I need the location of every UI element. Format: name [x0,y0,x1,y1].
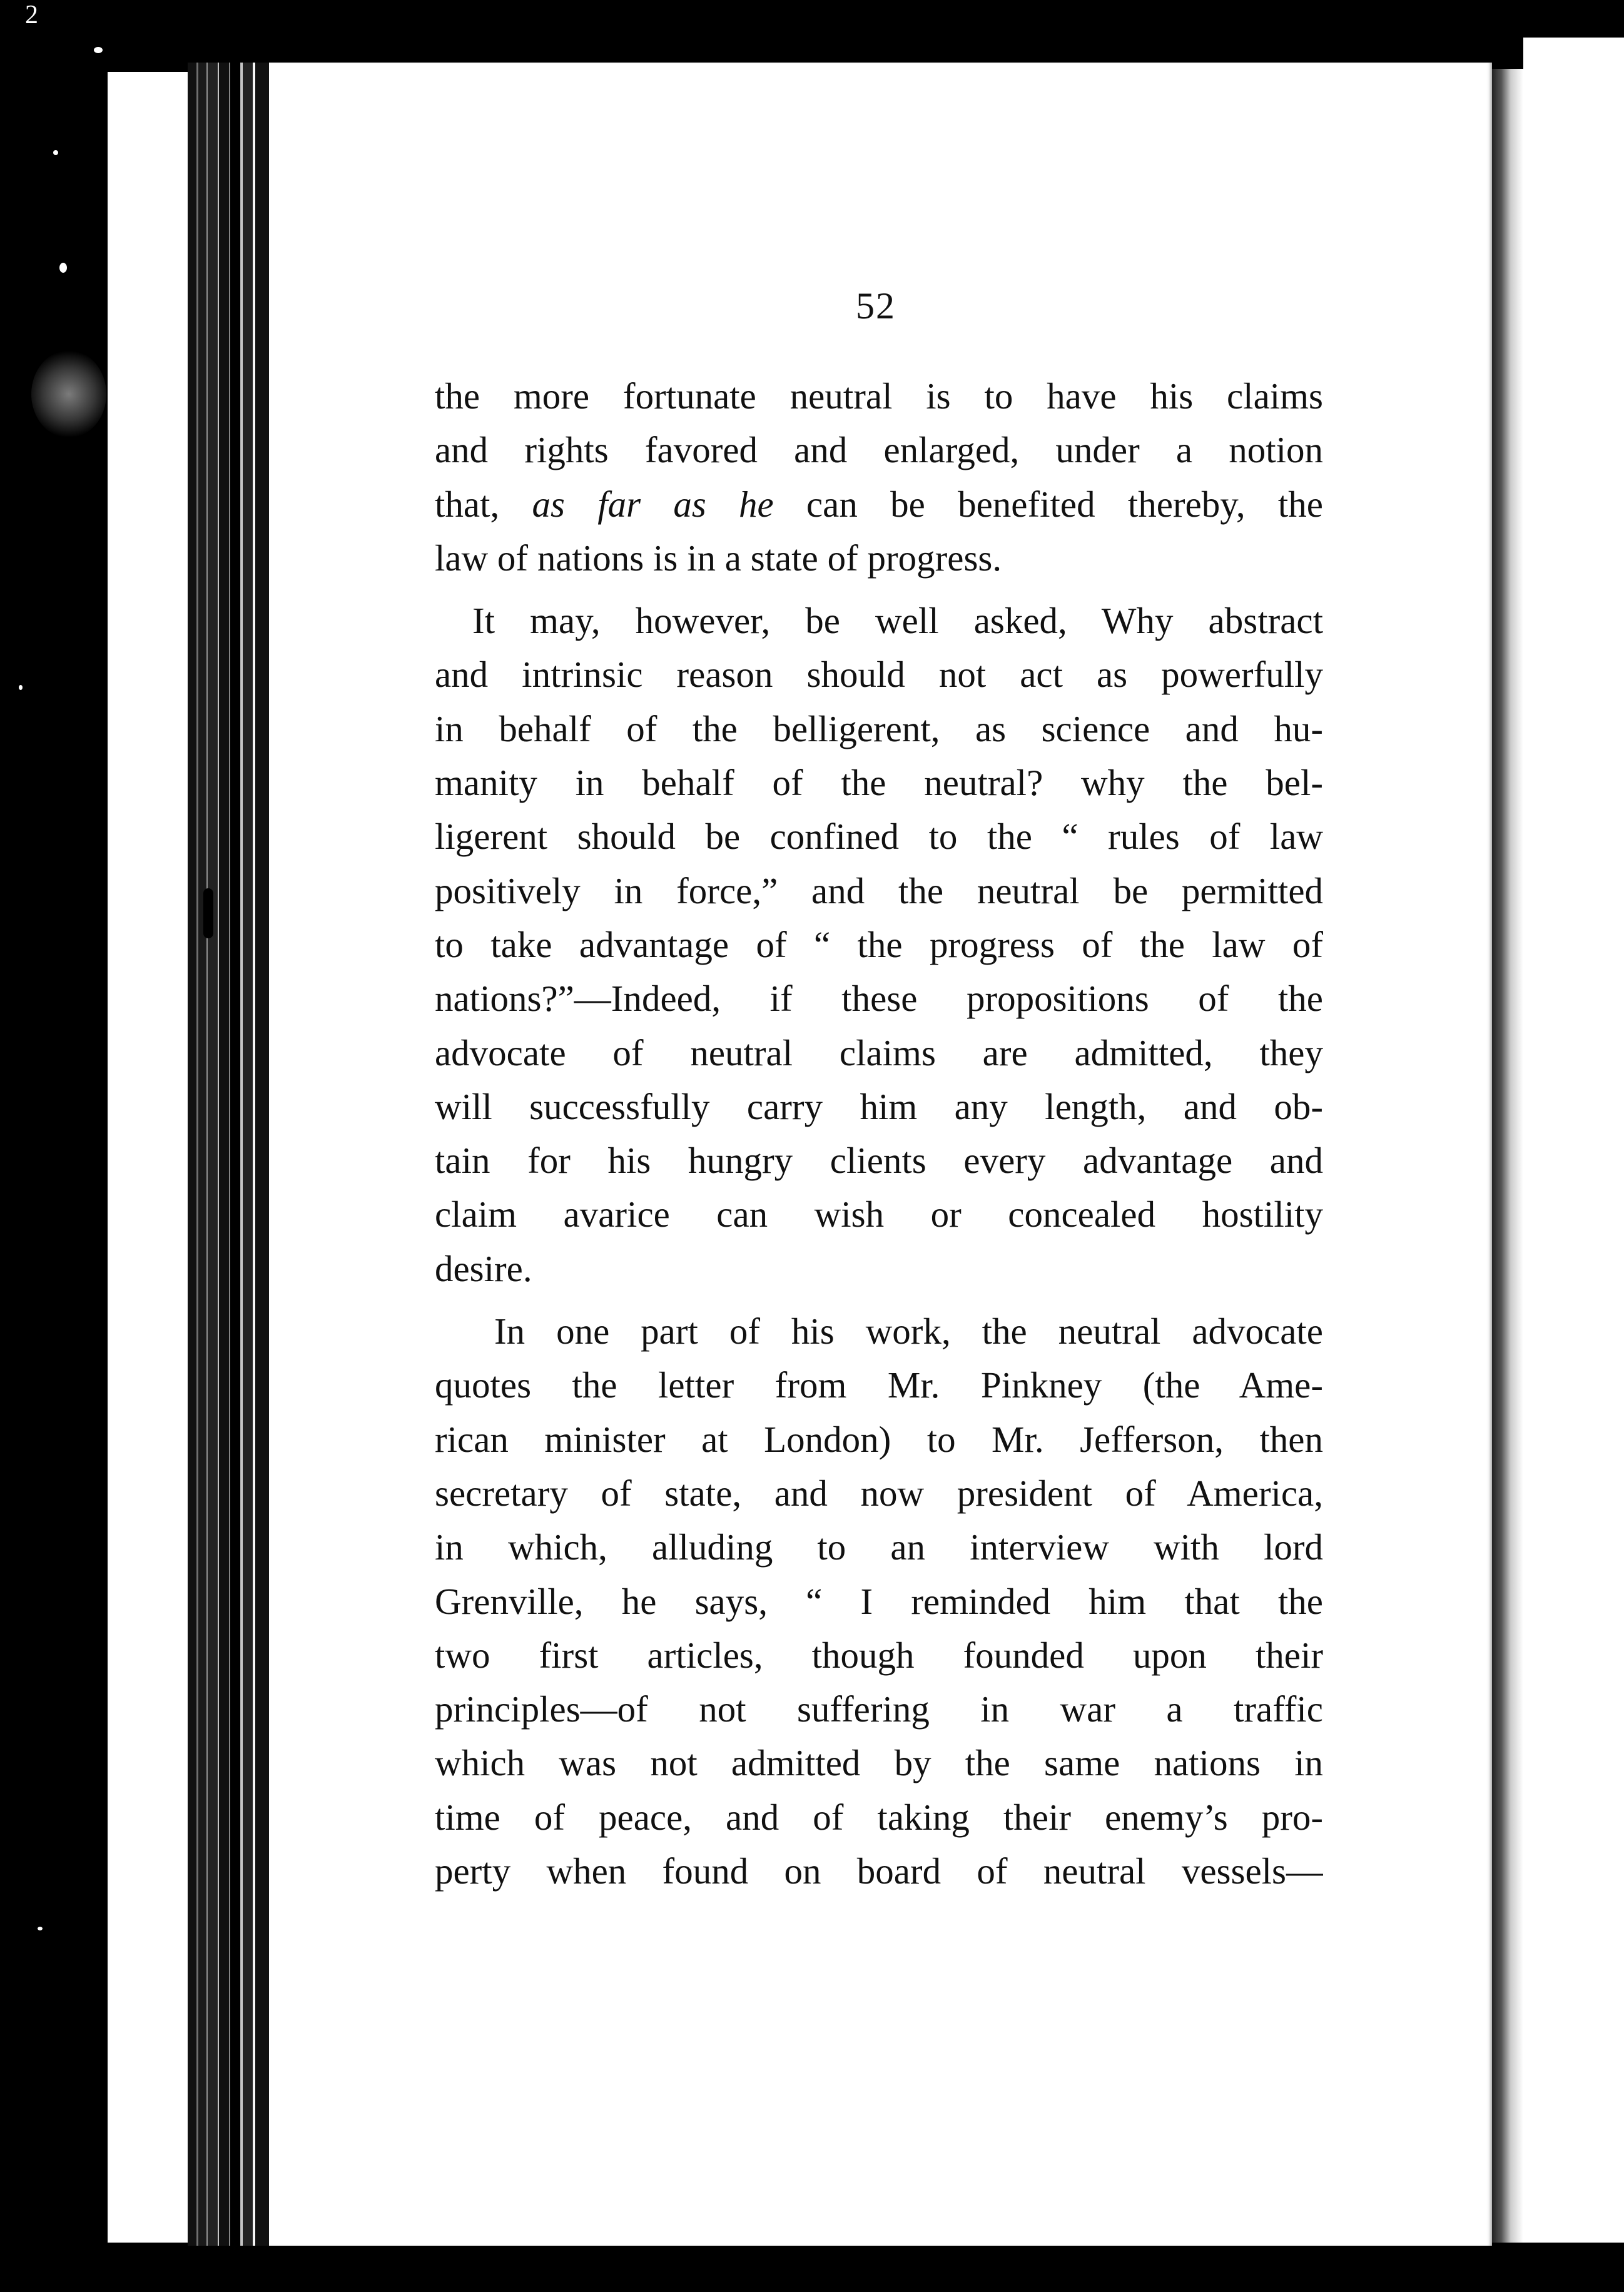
text-line: rican minister at London) to Mr. Jefferson, then [435,1418,1323,1460]
next-page-edge [1492,69,1523,2243]
text-line: desire. [435,1247,532,1289]
text-line: and rights favored and enlarged, under a notion [435,429,1323,471]
book-binding [188,63,269,2246]
margin-mark: 2 [25,1,38,29]
text-line: advocate of neutral claims are admitted, they [435,1032,1323,1073]
text-line: and intrinsic reason should not act as powerfully [435,654,1323,696]
text-line: in behalf of the belligerent, as science and hu- [435,707,1323,749]
text-line: the more fortunate neutral is to have his claims [435,375,1323,417]
paragraph-2 [435,594,1323,1296]
text-segment: can be benefited thereby, the [773,483,1323,525]
text-line: tain for his hungry clients every advantage and [435,1140,1323,1182]
text-line: secretary of state, and now president of America, [435,1472,1323,1514]
text-line: In one part of his work, the neutral advocate [494,1311,1323,1352]
speck [94,47,103,53]
text-line: manity in behalf of the neutral? why the bel- [435,762,1323,804]
scan-border-bottom-right [1495,2243,1624,2292]
paragraph-3 [435,1304,1323,1898]
previous-page-edge [108,72,188,2243]
text-line: which was not admitted by the same nations in [435,1742,1323,1784]
speck [53,150,58,155]
binding-mark [203,888,213,938]
text-line: positively in force,” and the neutral be permitted [435,870,1323,911]
speck [38,1927,43,1930]
text-line: It may, however, be well asked, Why abstract [472,600,1323,642]
paragraph-1 [435,369,1323,585]
text-line: principles—of not suffering in war a traffic [435,1688,1323,1730]
speck [19,685,23,690]
text-line: perty when found on board of neutral vessels— [435,1850,1323,1892]
text-line: to take advantage of “ the progress of the law of [435,923,1323,965]
text-line: nations?”—Indeed, if these propositions of the [435,978,1323,1020]
text-line: ligerent should be confined to the “ rules of law [435,816,1323,858]
speck [59,263,67,273]
text-line: claim avarice can wish or concealed hostility [435,1194,1323,1235]
text-line [435,477,1323,531]
scan-blur-spot [31,350,106,438]
page-text [435,369,1323,1898]
text-line: Grenville, he says, “ I reminded him that the [435,1580,1323,1622]
italic-phrase: as far as he [532,483,774,525]
page-number: 52 [856,285,896,327]
text-line: time of peace, and of taking their enemy’s pro- [435,1796,1323,1838]
next-page [1523,38,1624,2292]
text-line: quotes the letter from Mr. Pinkney (the Ame- [435,1364,1323,1406]
text-line: two first articles, though founded upon their [435,1634,1323,1676]
text-line: in which, alluding to an interview with lord [435,1526,1323,1568]
text-line: will successfully carry him any length, and ob- [435,1085,1323,1127]
text-line: law of nations is in a state of progress. [435,537,1002,579]
text-segment: that, [435,483,532,525]
